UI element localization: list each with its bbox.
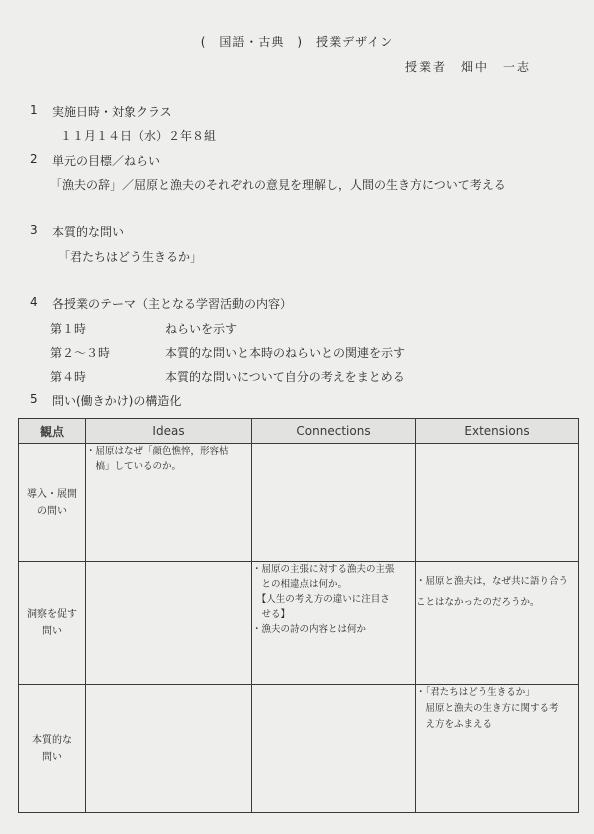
header-extensions: Extensions (416, 419, 579, 444)
period-label: 第４時 (50, 370, 87, 384)
extensions-cell: ・「君たちはどう生きるか」 屈原と漁夫の生き方に関する考 え方をふまえる (416, 685, 579, 813)
section-3-heading: 本質的な問い (52, 225, 125, 239)
ideas-cell (86, 562, 252, 685)
connections-cell (252, 685, 416, 813)
period-theme: 本質的な問いについて自分の考えをまとめる (165, 370, 405, 384)
section-3-body: 「君たちはどう生きるか」 (58, 250, 203, 264)
header-connections: Connections (252, 419, 416, 444)
section-1-number: 1 (30, 103, 38, 117)
ideas-cell: ・屈原はなぜ「顔色憔悴，形容枯 槁」しているのか。 (86, 444, 252, 562)
document-title: ( 国語・古典 ) 授業デザイン (200, 35, 394, 49)
connections-cell: ・屈原の主張に対する漁夫の主張 との相違点は何か。 【人生の考え方の違いに注目さ せる】 ・漁夫の詩の内容とは何か (252, 562, 416, 685)
section-1-body: １１月１４日（水）２年８組 (60, 129, 217, 143)
table-row (19, 444, 579, 562)
section-5-heading: 問い(働きかけ)の構造化 (52, 394, 182, 408)
header-ideas: Ideas (86, 419, 252, 444)
period-theme: ねらいを示す (165, 322, 238, 336)
question-structure-table (18, 418, 579, 813)
section-4-number: 4 (30, 295, 38, 309)
row-label: 導入・展開 の問い (19, 444, 86, 562)
row-label: 洞察を促す 問い (19, 562, 86, 685)
extensions-cell: ・屈原と漁夫は，なぜ共に語り合う ことはなかったのだろうか。 (416, 562, 579, 685)
section-4-heading: 各授業のテーマ（主となる学習活動の内容） (52, 297, 293, 311)
table-header-row (19, 419, 579, 444)
connections-cell (252, 444, 416, 562)
ideas-cell (86, 685, 252, 813)
row-label: 本質的な 問い (19, 685, 86, 813)
author-line: 授業者 畑中 一志 (405, 60, 532, 74)
period-theme: 本質的な問いと本時のねらいとの関連を示す (165, 346, 406, 360)
section-2-body: 「漁夫の辞」／屈原と漁夫のそれぞれの意見を理解し，人間の生き方について考える (50, 178, 506, 192)
table-row (19, 562, 579, 685)
extensions-cell (416, 444, 579, 562)
section-5-number: 5 (30, 392, 38, 406)
section-1-heading: 実施日時・対象クラス (52, 105, 172, 119)
section-3-number: 3 (30, 223, 38, 237)
section-2-heading: 単元の目標／ねらい (52, 154, 161, 168)
header-viewpoint: 観点 (19, 419, 86, 444)
period-label: 第１時 (50, 322, 87, 336)
table-row (19, 685, 579, 813)
section-2-number: 2 (30, 152, 38, 166)
period-label: 第２～３時 (50, 346, 111, 360)
